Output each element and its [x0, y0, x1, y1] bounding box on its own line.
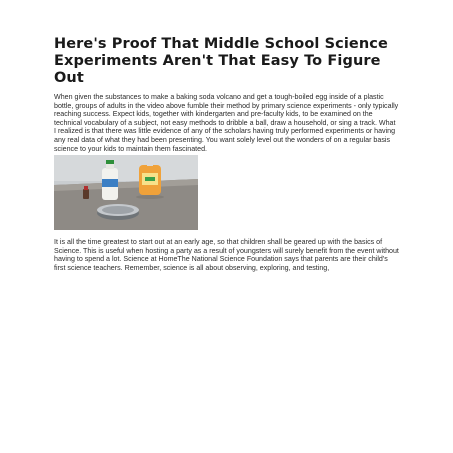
article-photo: [54, 155, 198, 230]
article-paragraph: It is all the time greatest to start out at an early age, so that children shall be geared up with the basics of Science. This is useful when hosting a party as a result of youngsters will surely benefit from the event without having to spend a lot. Science at HomeThe National Science Foundation says that parents are their child's first science teachers. Remember, science is all about observing, exploring, and testing,: [54, 238, 399, 272]
article: [54, 36, 399, 273]
article-paragraph: When given the substances to make a baking soda volcano and get a tough-boiled egg inside of a plastic bottle, groups of adults in the video above fumble their method by primary science experiments - only typically reaching success. Expect kids, together with kindergarten and pre-faculty kids, to be examined on the technical vocabulary of a subject, not easy methods to dribble a ball, draw a household, or sing a track. What I realized is that there was little evidence of any of the scholars having truly performed experiments or having any real data of what they had been presenting. You want solely level out the wonders of on a regular basis science to your kids to maintain them fascinated.: [54, 93, 399, 153]
article-title: Here's Proof That Middle School Science Experiments Aren't That Easy To Figure Out: [54, 36, 388, 86]
